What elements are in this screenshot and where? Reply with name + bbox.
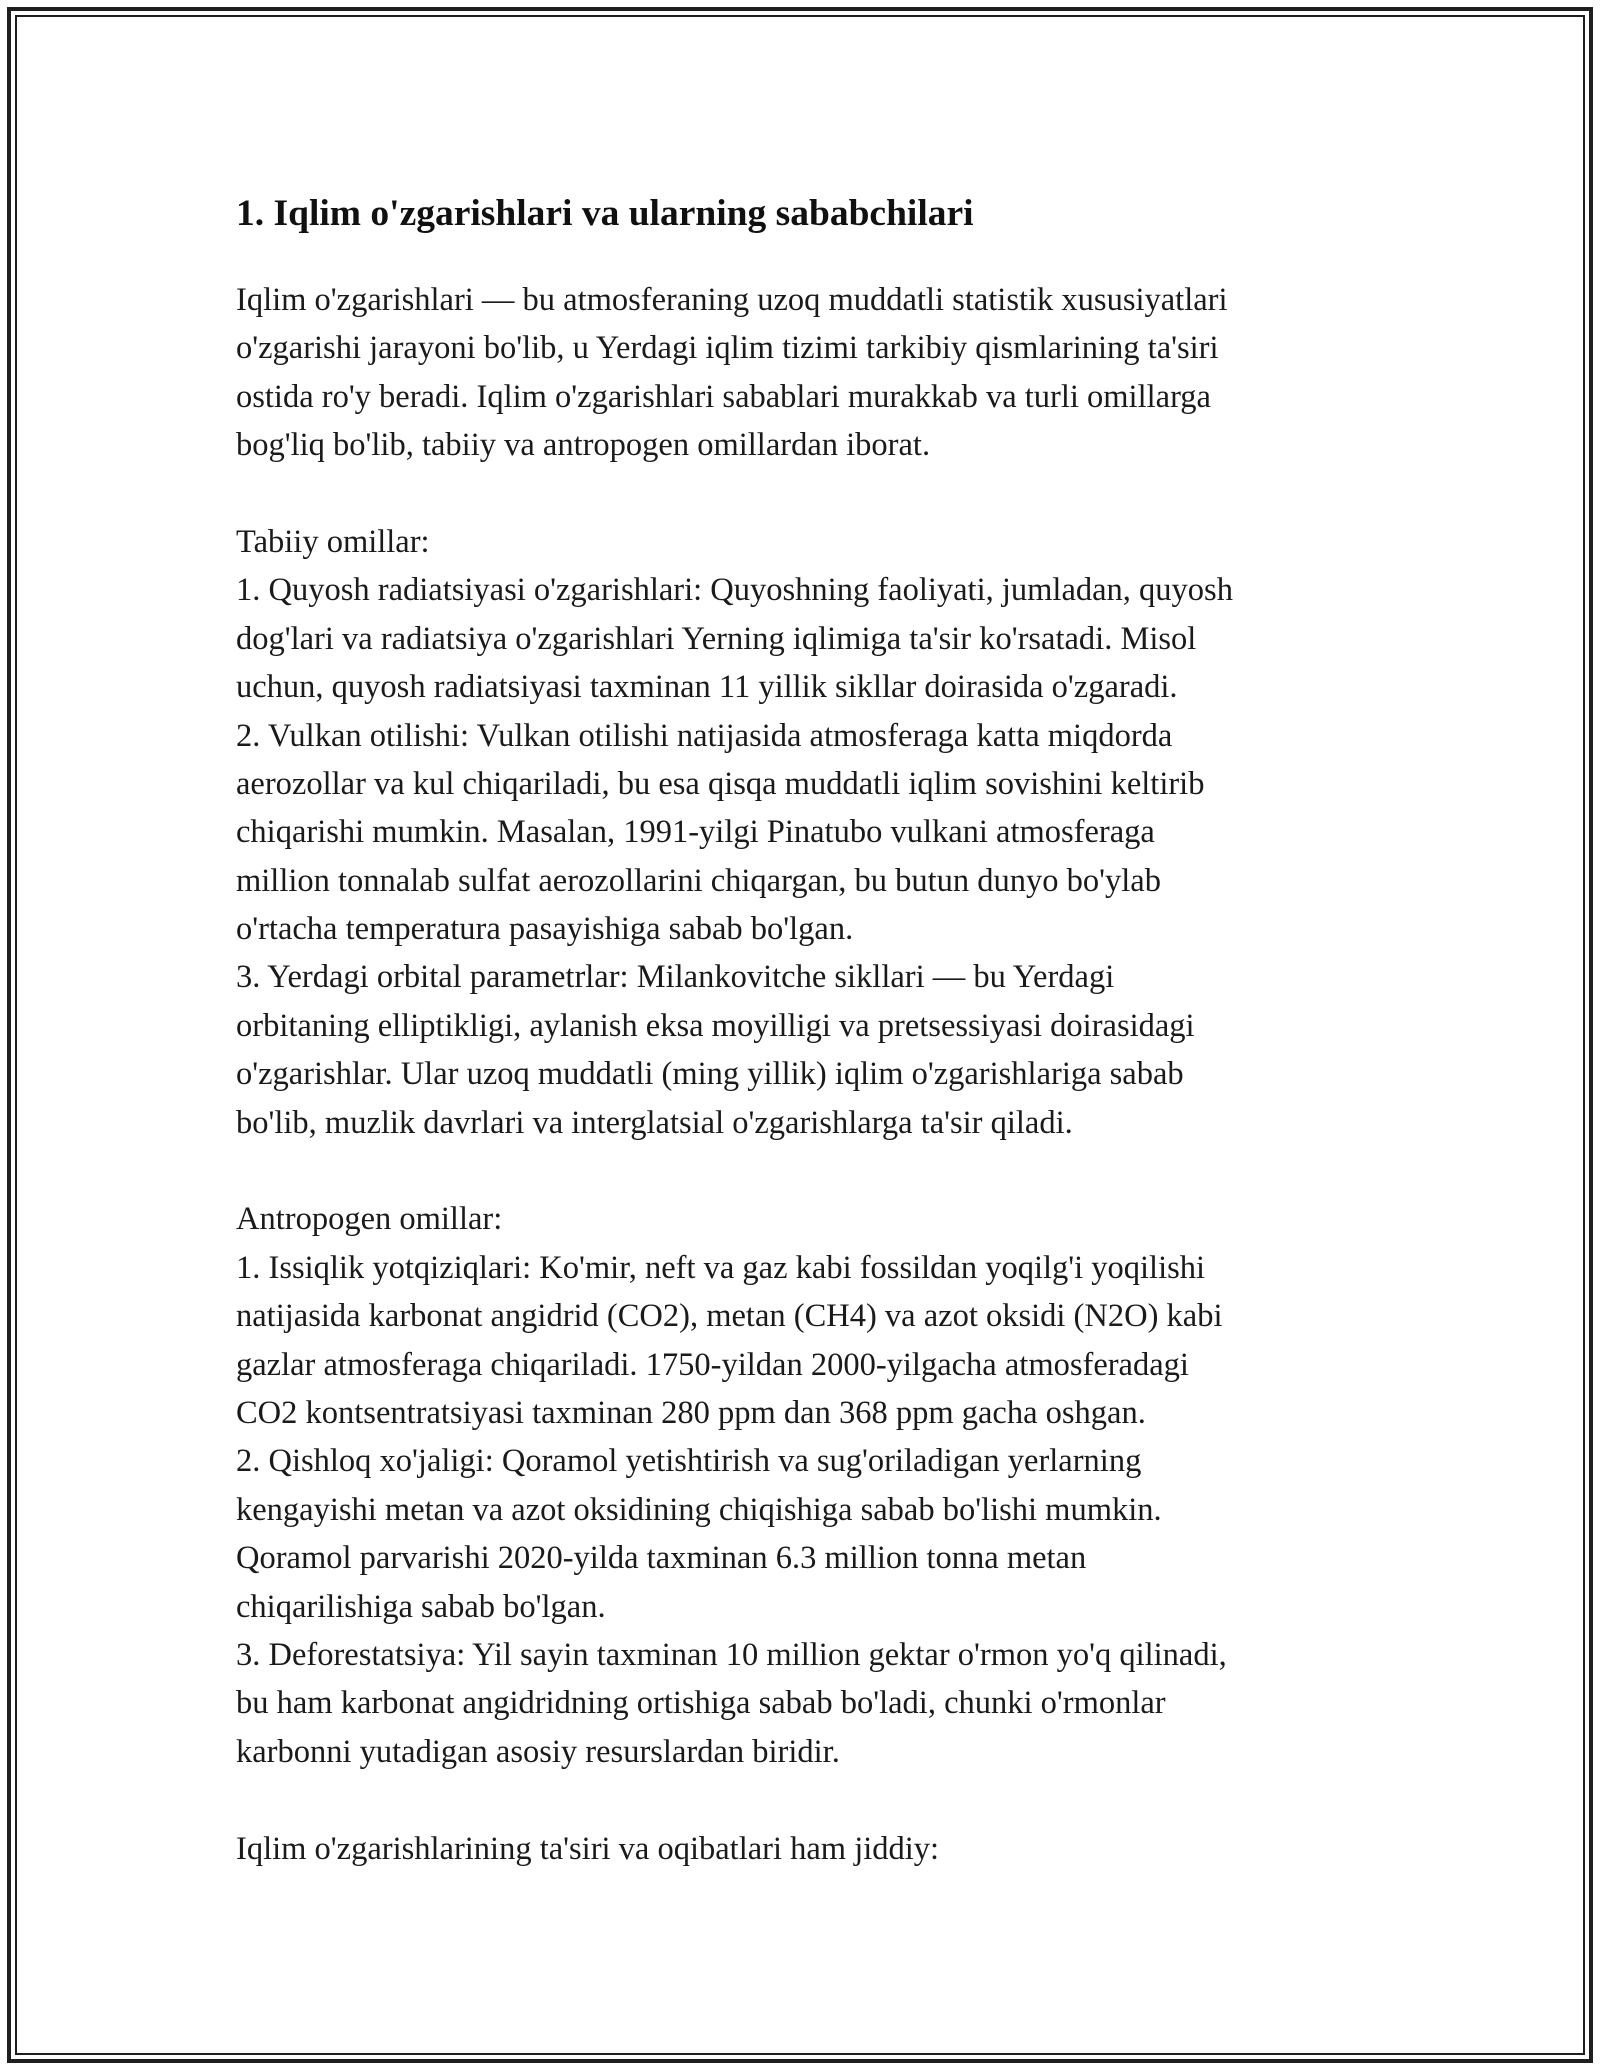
- text-line: bo'lib, muzlik davrlari va interglatsial o'zgarishlarga ta'sir qiladi.: [236, 1104, 1073, 1141]
- text-line: 1. Issiqlik yotqiziqlari: Ko'mir, neft va gaz kabi fossildan yoqilg'i yoqilishi: [236, 1249, 1206, 1286]
- text-line: orbitaning elliptikligi, aylanish eksa moyilligi va pretsessiyasi doirasidagi: [236, 1007, 1195, 1044]
- text-line: bu ham karbonat angidridning ortishiga sabab bo'ladi, chunki o'rmonlar: [236, 1685, 1166, 1722]
- text-line: o'rtacha temperatura pasayishiga sabab bo'lgan.: [236, 911, 854, 948]
- paragraph-gap: [236, 1776, 1376, 1824]
- closing-paragraph: [236, 1825, 1376, 1873]
- text-line: o'zgarishlar. Ular uzoq muddatli (ming yillik) iqlim o'zgarishlariga sabab: [236, 1056, 1184, 1093]
- text-line: uchun, quyosh radiatsiyasi taxminan 11 yillik sikllar doirasida o'zgaradi.: [236, 669, 1178, 706]
- text-line: bog'liq bo'lib, tabiiy va antropogen omillardan iborat.: [236, 427, 931, 464]
- text-line: Qoramol parvarishi 2020-yilda taxminan 6.3 million tonna metan: [236, 1540, 1087, 1577]
- document-body: [236, 186, 1376, 1873]
- text-line: kengayishi metan va azot oksidining chiqishiga sabab bo'lishi mumkin.: [236, 1491, 1162, 1528]
- text-line: karbonni yutadigan asosiy resurslardan biridir.: [236, 1733, 840, 1770]
- text-line: 3. Yerdagi orbital parametrlar: Milankovitche sikllari — bu Yerdagi: [236, 959, 1115, 996]
- text-line: Iqlim o'zgarishlari — bu atmosferaning uzoq muddatli statistik xususiyatlari: [236, 282, 1228, 318]
- text-line: chiqarilishiga sabab bo'lgan.: [236, 1588, 606, 1625]
- text-line: chiqarishi mumkin. Masalan, 1991-yilgi Pinatubo vulkani atmosferaga: [236, 814, 1155, 851]
- intro-paragraph: [236, 276, 1376, 518]
- text-line: 2. Vulkan otilishi: Vulkan otilishi natijasida atmosferaga katta miqdorda: [236, 717, 1173, 754]
- text-line: aerozollar va kul chiqariladi, bu esa qisqa muddatli iqlim sovishini keltirib: [236, 765, 1205, 802]
- paragraph-gap: [236, 1147, 1376, 1195]
- text-line: 1. Quyosh radiatsiyasi o'zgarishlari: Quyoshning faoliyati, jumladan, quyosh: [236, 572, 1233, 609]
- anthropogenic-factors-section: [236, 1195, 1376, 1824]
- text-line: million tonnalab sulfat aerozollarini chiqargan, bu butun dunyo bo'ylab: [236, 862, 1161, 899]
- natural-factors-title: Tabiiy omillar:: [236, 523, 430, 560]
- text-line: natijasida karbonat angidrid (CO2), metan (CH4) va azot oksidi (N2O) kabi: [236, 1298, 1223, 1335]
- section-heading: 1. Iqlim o'zgarishlari va ularning sababchilari: [236, 193, 974, 234]
- text-line: 2. Qishloq xo'jaligi: Qoramol yetishtirish va sug'oriladigan yerlarning: [236, 1443, 1142, 1480]
- text-line: gazlar atmosferaga chiqariladi. 1750-yildan 2000-yilgacha atmosferadagi: [236, 1346, 1189, 1383]
- closing-line: Iqlim o'zgarishlarining ta'siri va oqibatlari ham jiddiy:: [236, 1830, 940, 1867]
- natural-factors-section: [236, 518, 1376, 1195]
- text-line: 3. Deforestatsiya: Yil sayin taxminan 10 million gektar o'rmon yo'q qilinadi,: [236, 1636, 1227, 1673]
- text-line: ostida ro'y beradi. Iqlim o'zgarishlari sabablari murakkab va turli omillarga: [236, 378, 1211, 415]
- text-line: CO2 kontsentratsiyasi taxminan 280 ppm dan 368 ppm gacha oshgan.: [236, 1394, 1146, 1431]
- paragraph-gap: [236, 470, 1376, 518]
- text-line: dog'lari va radiatsiya o'zgarishlari Yerning iqlimiga ta'sir ko'rsatadi. Misol: [236, 620, 1197, 657]
- text-line: o'zgarishi jarayoni bo'lib, u Yerdagi iqlim tizimi tarkibiy qismlarining ta'siri: [236, 330, 1219, 367]
- anthropogenic-factors-title: Antropogen omillar:: [236, 1201, 503, 1238]
